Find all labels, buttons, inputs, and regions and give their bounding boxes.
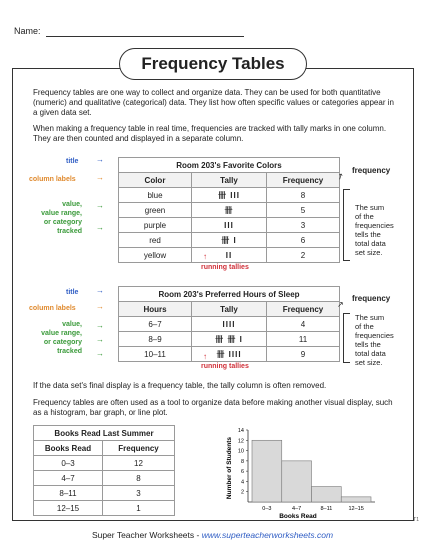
note-paragraph-2: Frequency tables are often used as a tool to organize data before making another visual display, such as a histogram, bar graph, or line plot.	[33, 398, 393, 417]
title-label-1: title	[66, 158, 79, 165]
y-tick-label: 2	[240, 489, 244, 496]
y-tick-label: 10	[237, 448, 244, 455]
tally-marks: II	[192, 248, 267, 263]
intro-paragraph-2: When making a frequency table in real time, frequencies are tracked with tally marks in one column. They are then counted and displayed in a separate column.	[33, 124, 387, 143]
sleep-hours-table	[118, 286, 340, 362]
column-labels-arrow-1: →	[96, 173, 104, 182]
page-title: Frequency Tables	[119, 48, 307, 80]
table-caption: Room 203's Favorite Colors	[119, 158, 340, 173]
running-tallies-arrow-2: ↑	[203, 352, 207, 361]
frequency-arrow-1: ↗	[335, 170, 346, 183]
x-tick-label: 12–15	[348, 506, 364, 512]
table-row: 8–9 卌 卌 I 11	[119, 332, 340, 347]
histogram-plot	[238, 428, 375, 512]
col-header: Frequency	[267, 173, 340, 188]
table-row: green 卌 5	[119, 203, 340, 218]
column-labels-arrow-2: →	[96, 302, 104, 311]
note-paragraph-1: If the data set's final display is a frequency table, the tally column is often removed.	[33, 381, 327, 390]
y-tick-label: 14	[237, 428, 244, 434]
histogram-bar	[341, 497, 371, 502]
table-row: purple III 3	[119, 218, 340, 233]
running-tallies-label-1: running tallies	[201, 264, 249, 271]
value-arrow-2a: →	[96, 321, 104, 330]
value-label-1: value, value range, or category tracked	[41, 201, 82, 235]
table-row: yellow II 2	[119, 248, 340, 263]
table-row: 10–11 卌 IIII 9	[119, 347, 340, 362]
x-tick-label: 8–11	[320, 506, 333, 512]
tally-marks: 卌 I	[192, 233, 267, 248]
name-line	[46, 36, 244, 37]
table-row: red 卌 I 6	[119, 233, 340, 248]
page-code: T1	[413, 517, 419, 523]
footer-text: Super Teacher Worksheets -	[91, 530, 202, 540]
tally-marks: IIII	[192, 317, 267, 332]
histogram-bar	[282, 461, 312, 502]
sum-bracket-2	[343, 313, 350, 363]
value-arrow-2b: →	[96, 335, 104, 344]
sum-note-2: The sum of the frequencies tells the total data set size.	[355, 313, 394, 367]
sum-bracket-1	[343, 189, 350, 261]
tally-marks: 卌 卌 I	[192, 332, 267, 347]
table-row: 8–11 3	[34, 486, 175, 501]
col-header: Hours	[119, 302, 192, 317]
books-histogram	[205, 422, 405, 522]
books-read-table	[33, 425, 175, 516]
column-labels-label-2: column labels	[29, 305, 76, 312]
col-header: Color	[119, 173, 192, 188]
table-row: blue 卌 III 8	[119, 188, 340, 203]
y-tick-label: 8	[240, 458, 244, 465]
col-header: Books Read	[34, 441, 103, 456]
col-header: Tally	[192, 302, 267, 317]
y-tick-label: 12	[237, 438, 244, 445]
running-tallies-arrow-1: ↑	[203, 252, 207, 261]
footer-link[interactable]: www.superteacherworksheets.com	[201, 530, 334, 540]
histogram-bar	[252, 440, 282, 502]
y-tick-label: 6	[240, 469, 244, 476]
table-caption: Room 203's Preferred Hours of Sleep	[119, 287, 340, 302]
x-tick-label: 4–7	[292, 506, 302, 512]
y-tick-label: 4	[240, 479, 244, 486]
frequency-arrow-2: ↗	[337, 300, 344, 309]
col-header: Frequency	[267, 302, 340, 317]
sum-note-1: The sum of the frequencies tells the total data set size.	[355, 203, 394, 257]
tally-marks: III	[192, 218, 267, 233]
table-row: 12–15 1	[34, 501, 175, 516]
x-axis-label: Books Read	[279, 513, 317, 520]
col-header: Tally	[192, 173, 267, 188]
title-arrow-1: →	[96, 155, 104, 164]
tally-marks: 卌 IIII	[192, 347, 267, 362]
favorite-colors-table	[118, 157, 340, 263]
table-row: 4–7 8	[34, 471, 175, 486]
col-header: Frequency	[103, 441, 175, 456]
table-caption: Books Read Last Summer	[34, 426, 175, 441]
column-labels-label-1: column labels	[29, 176, 76, 183]
tally-marks: 卌	[192, 203, 267, 218]
intro-paragraph-1: Frequency tables are one way to collect and organize data. They can be used for both quantitative (numeric) and qualitative (categorical) data. They list how often specific values or categories appear in a given data set.	[33, 88, 394, 117]
value-label-2: value, value range, or category tracked	[41, 321, 82, 355]
name-label: Name:	[14, 26, 41, 36]
title-label-2: title	[66, 289, 79, 296]
title-arrow-2: →	[96, 286, 104, 295]
y-axis-label: Number of Students	[226, 436, 233, 500]
table-row: 0–3 12	[34, 456, 175, 471]
x-tick-label: 0–3	[262, 506, 272, 512]
histogram-bar	[312, 487, 342, 502]
running-tallies-label-2: running tallies	[201, 363, 249, 370]
tally-marks: 卌 III	[192, 188, 267, 203]
value-arrow-1b: →	[96, 223, 104, 232]
value-arrow-2c: →	[96, 349, 104, 358]
footer	[0, 530, 425, 540]
table-row: 6–7 IIII 4	[119, 317, 340, 332]
value-arrow-1a: →	[96, 201, 104, 210]
frequency-label-2: frequency	[352, 294, 391, 303]
frequency-label-1: frequency	[352, 166, 391, 175]
